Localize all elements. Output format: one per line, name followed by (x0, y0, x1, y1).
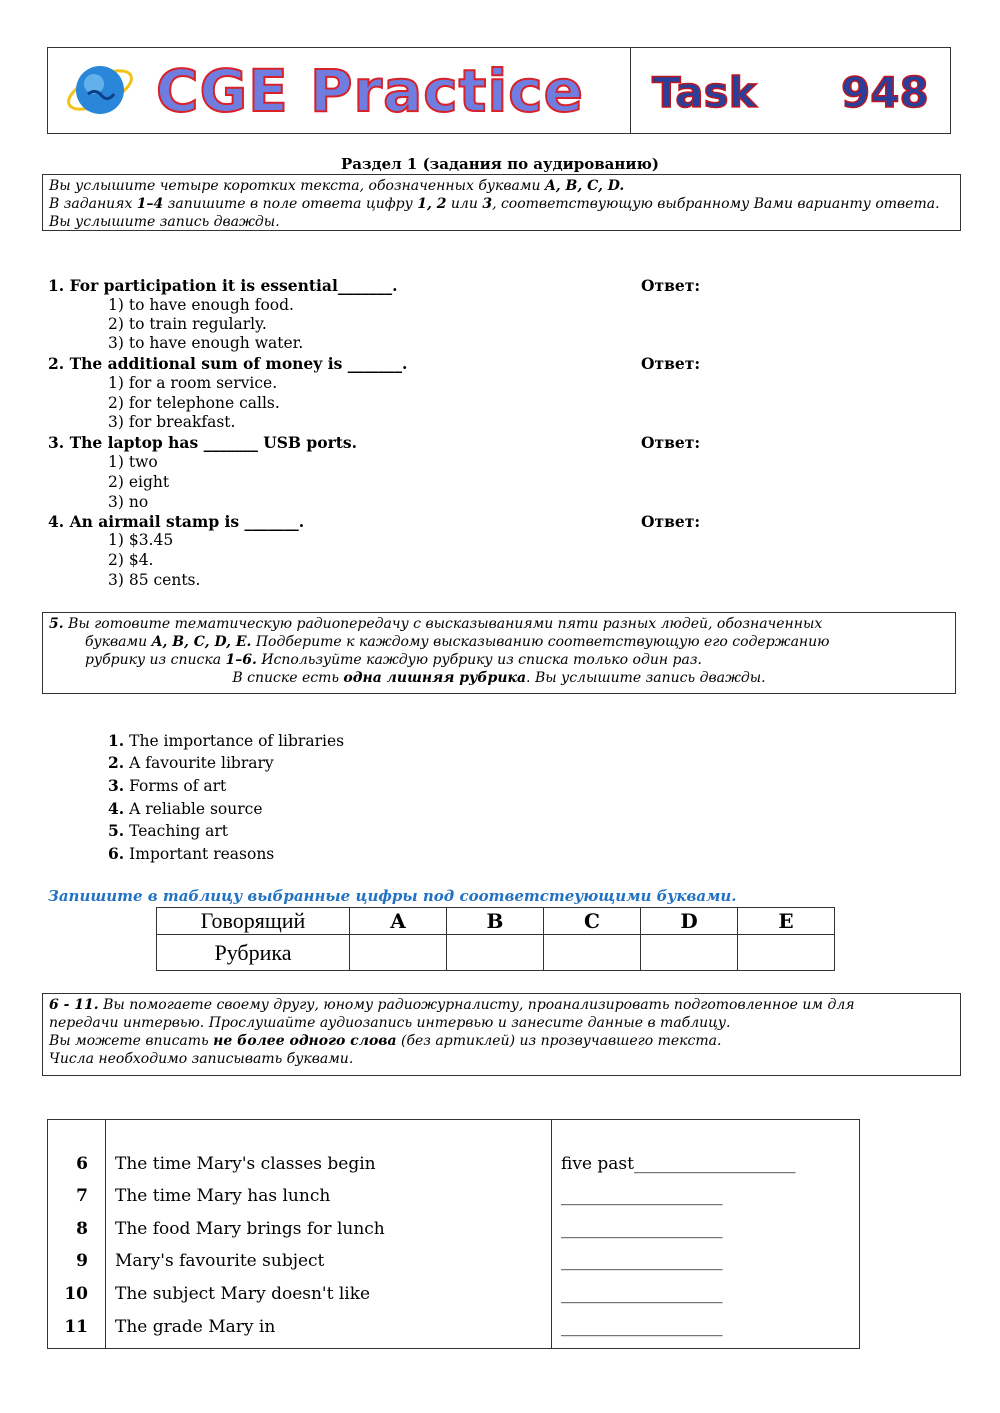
task6-line-3 (49, 1032, 954, 1050)
rubric-number: 3. (108, 776, 125, 795)
intro-box (42, 174, 961, 231)
header-divider (630, 48, 631, 133)
rubric-label: Рубрика (157, 935, 350, 971)
rubric-item (108, 776, 226, 795)
task-number: 948 (841, 68, 929, 117)
intro-text: Вы услышите четыре коротких текста, обозначенных буквами (49, 178, 545, 194)
rubric-number: 1. (108, 731, 125, 750)
row-answer[interactable]: five past___________________ (561, 1154, 796, 1174)
rubric-item (108, 731, 344, 750)
row-answer[interactable]: ___________________ (561, 1186, 723, 1206)
task6-line-2: передачи интервью. Прослушайте аудиозапись интервью и занесите данные в таблицу. (49, 1015, 731, 1031)
task6-line-4: Числа необходимо записывать буквами. (49, 1051, 354, 1067)
matching-table (156, 907, 835, 971)
answer-cell-e[interactable] (738, 935, 835, 971)
rubric-text: A favourite library (129, 754, 274, 772)
intro-line-2 (49, 195, 954, 213)
task5-line-2 (49, 633, 949, 651)
row-number: 6 (76, 1154, 88, 1174)
header-banner (47, 47, 951, 134)
column-divider (551, 1120, 552, 1348)
task5-text: Подберите к каждому высказыванию соответствующую его содержанию (251, 634, 830, 650)
task6-box (42, 993, 961, 1076)
speaker-label: Говорящий (157, 908, 350, 935)
rubric-number: 4. (108, 799, 125, 818)
task5-text: Используйте каждую рубрику из списка только один раз. (256, 652, 702, 668)
question-4: 4. An airmail stamp is _______. (48, 512, 305, 531)
rubric-item (108, 844, 274, 863)
task5-number: 5. (49, 616, 64, 632)
task-label: Task (652, 68, 757, 117)
question-3: 3. The laptop has _______ USB ports. (48, 433, 358, 452)
task5-letters: A, B, C, D, E. (151, 634, 252, 650)
row-prompt: The subject Mary doesn't like (115, 1284, 371, 1304)
row-prompt: The time Mary's classes begin (115, 1154, 376, 1174)
row-number: 10 (64, 1284, 88, 1304)
option-2-2: 2) for telephone calls. (108, 394, 280, 412)
task5-line-4 (49, 669, 949, 687)
answer-label-3: Ответ: (641, 433, 701, 452)
question-1: 1. For participation it is essential_______. (48, 276, 398, 295)
rubric-text: Forms of art (129, 777, 227, 795)
letter-a: A (350, 908, 447, 935)
intro-text: В заданиях (49, 196, 137, 212)
section-title: Раздел 1 (задания по аудированию) (341, 155, 659, 173)
rubric-text: Important reasons (129, 845, 275, 863)
row-number: 11 (64, 1317, 88, 1337)
letter-b: B (447, 908, 544, 935)
answer-cell-b[interactable] (447, 935, 544, 971)
rubric-number: 6. (108, 844, 125, 863)
column-divider (105, 1120, 106, 1348)
answer-cell-c[interactable] (544, 935, 641, 971)
rubric-text: The importance of libraries (129, 732, 345, 750)
task5-range: 1–6. (225, 652, 257, 668)
globe-logo-icon (64, 58, 136, 122)
answer-label-4: Ответ: (641, 512, 701, 531)
logo-title: CGE Practice (156, 57, 584, 125)
task5-text: буквами (85, 634, 152, 650)
row-answer[interactable]: ___________________ (561, 1284, 723, 1304)
answer-label-1: Ответ: (641, 276, 701, 295)
row-number: 9 (76, 1251, 88, 1271)
intro-line-1 (49, 177, 954, 195)
option-2-1: 1) for a room service. (108, 374, 278, 392)
task5-text: рубрику из списка (85, 652, 226, 668)
option-4-3: 3) 85 cents. (108, 571, 201, 589)
task5-emphasis: одна лишняя рубрика (343, 670, 527, 686)
intro-digits: 1, 2 (417, 196, 447, 212)
rubric-number: 5. (108, 821, 125, 840)
option-3-3: 3) no (108, 493, 149, 511)
task6-text: (без артиклей) из прозвучавшего текста. (396, 1033, 722, 1049)
row-number: 7 (76, 1186, 88, 1206)
intro-line-3: Вы услышите запись дважды. (49, 214, 280, 230)
task5-line-3 (49, 651, 949, 669)
rubric-text: A reliable source (129, 800, 263, 818)
table-instruction: Запишите в таблицу выбранные цифры под соответстеующими буквами. (48, 887, 737, 905)
option-4-2: 2) $4. (108, 551, 154, 569)
rubric-text: Teaching art (129, 822, 229, 840)
task6-emphasis: не более одного слова (213, 1033, 397, 1049)
option-1-2: 2) to train regularly. (108, 315, 267, 333)
option-1-1: 1) to have enough food. (108, 296, 294, 314)
task6-number: 6 - 11. (49, 997, 99, 1013)
task5-text: Вы готовите тематическую радиопередачу с высказываниями пяти разных людей, обозначенных (63, 616, 823, 632)
task5-box (42, 612, 956, 694)
option-3-1: 1) two (108, 453, 158, 471)
option-2-3: 3) for breakfast. (108, 413, 236, 431)
row-prompt: Mary's favourite subject (115, 1251, 325, 1271)
rubric-item (108, 799, 263, 818)
rubric-item (108, 821, 228, 840)
interview-table (47, 1119, 860, 1349)
intro-letters: A, B, C, D. (544, 178, 625, 194)
answer-label-2: Ответ: (641, 354, 701, 373)
rubric-number: 2. (108, 753, 125, 772)
task5-line-1 (49, 615, 949, 633)
letter-e: E (738, 908, 835, 935)
intro-range: 1–4 (136, 196, 164, 212)
row-prompt: The time Mary has lunch (115, 1186, 331, 1206)
task5-text: . Вы услышите запись дважды. (526, 670, 766, 686)
task6-line-1 (49, 996, 954, 1014)
letter-c: C (544, 908, 641, 935)
intro-text: , соответствующую выбранному Вами варианту ответа. (492, 196, 940, 212)
option-1-3: 3) to have enough water. (108, 334, 304, 352)
rubric-item (108, 753, 274, 772)
answer-cell-a[interactable] (350, 935, 447, 971)
answer-cell-d[interactable] (641, 935, 738, 971)
row-prompt: The grade Mary in (115, 1317, 276, 1337)
row-number: 8 (76, 1219, 88, 1239)
task6-text: Вы можете вписать (49, 1033, 214, 1049)
intro-text: или (446, 196, 483, 212)
intro-text: запишите в поле ответа цифру (163, 196, 418, 212)
task5-text: В списке есть (232, 670, 344, 686)
row-answer[interactable]: ___________________ (561, 1251, 723, 1271)
intro-digit: 3 (482, 196, 493, 212)
option-3-2: 2) eight (108, 473, 170, 491)
task6-text: Вы помогаете своему другу, юному радиожурналисту, проанализировать подготовленное им для (98, 997, 855, 1013)
option-4-1: 1) $3.45 (108, 531, 174, 549)
row-prompt: The food Mary brings for lunch (115, 1219, 385, 1239)
row-answer[interactable]: ___________________ (561, 1219, 723, 1239)
row-answer[interactable]: ___________________ (561, 1317, 723, 1337)
letter-d: D (641, 908, 738, 935)
question-2: 2. The additional sum of money is _______. (48, 354, 408, 373)
